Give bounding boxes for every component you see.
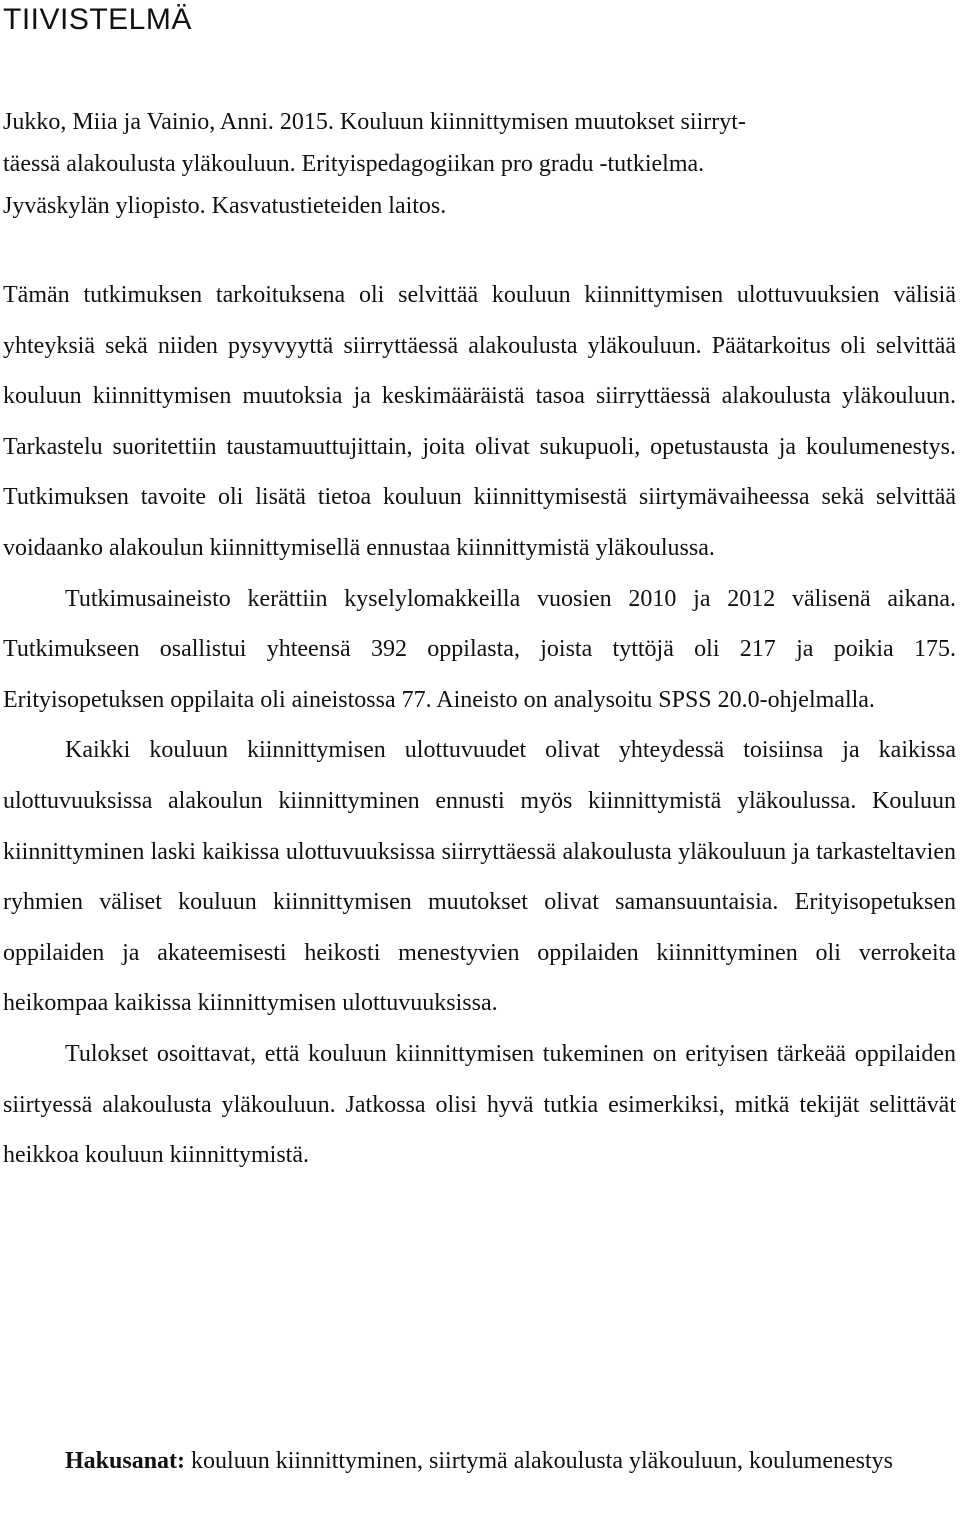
citation-line: Jyväskylän yliopisto. Kasvatustieteiden laitos. bbox=[3, 193, 447, 219]
page-title: TIIVISTELMÄ bbox=[3, 3, 192, 36]
keywords-text: kouluun kiinnittyminen, siirtymä alakoulusta yläkouluun, koulumenestys bbox=[185, 1448, 893, 1474]
abstract-paragraph-data: Tutkimusaineisto kerättiin kyselylomakkeilla vuosien 2010 ja 2012 välisenä aikana. Tutkimukseen osallistui yhteensä 392 oppilasta, joista tyttöjä oli 217 ja poikia 175. Erityisopetuksen oppilaita oli aineistossa 77. Aineisto on analysoitu SPSS 20.0-ohjelmalla. bbox=[3, 585, 956, 713]
abstract-paragraph-conclusions: Tulokset osoittavat, että kouluun kiinnittymisen tukeminen on erityisen tärkeää oppilaiden siirtyessä alakoulusta yläkouluun. Jatkossa olisi hyvä tutkia esimerkiksi, mitkä tekijät selittävät heikkoa kouluun kiinnittymistä. bbox=[3, 1040, 956, 1169]
abstract-paragraph-findings: Kaikki kouluun kiinnittymisen ulottuvuudet olivat yhteydessä toisiinsa ja kaikissa ulottuvuuksissa alakoulun kiinnittyminen ennusti myös kiinnittymistä yläkoulussa. Kouluun kiinnittyminen laski kaikissa ulottuvuuksissa siirryttäessä alakoulusta yläkouluun ja tarkasteltavien ryhmien väliset kouluun kiinnittymisen muutokset olivat samansuuntaisia. Erityisopetuksen oppilaiden ja akateemisesti heikosti menestyvien oppilaiden kiinnittyminen oli verrokeita heikompaa kaikissa kiinnittymisen ulottuvuuksissa. bbox=[3, 737, 956, 1017]
citation-block bbox=[3, 101, 955, 227]
citation-line: Jukko, Miia ja Vainio, Anni. 2015. Kouluun kiinnittymisen muutokset siirryt- bbox=[3, 109, 746, 135]
citation-line: täessä alakoulusta yläkouluun. Erityispedagogiikan pro gradu -tutkielma. bbox=[3, 151, 705, 177]
keywords-label: Hakusanat: bbox=[65, 1448, 186, 1474]
abstract-paragraph-purpose: Tämän tutkimuksen tarkoituksena oli selvittää kouluun kiinnittymisen ulottuvuuksien välisiä yhteyksiä sekä niiden pysyvyyttä siirryttäessä alakoulusta yläkouluun. Päätarkoitus oli selvittää kouluun kiinnittymisen muutoksia ja keskimääräistä tasoa siirryttäessä alakoulusta yläkouluun. Tarkastelu suoritettiin taustamuuttujittain, joita olivat sukupuoli, opetustausta ja koulumenestys. Tutkimuksen tavoite oli lisätä tietoa kouluun kiinnittymisestä siirtymävaiheessa sekä selvittää voidaanko alakoulun kiinnittymisellä ennustaa kiinnittymistä yläkoulussa. bbox=[3, 282, 956, 561]
keywords-line bbox=[3, 1436, 956, 1487]
abstract-body bbox=[3, 270, 956, 1181]
